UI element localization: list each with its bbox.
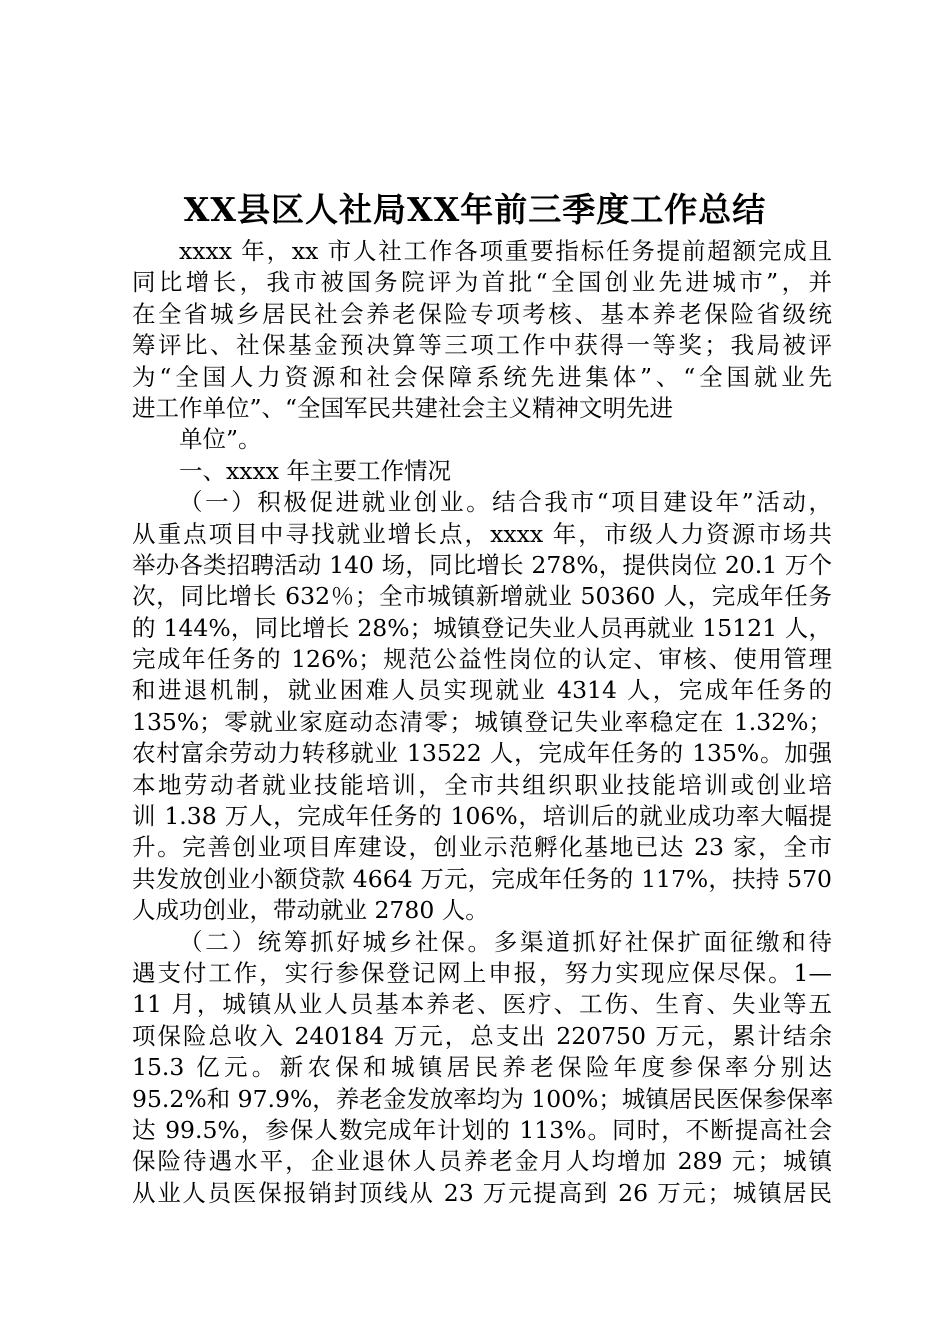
document-title: XX县区人社局XX年前三季度工作总结 <box>183 190 767 229</box>
paragraph-line: 筹评比、社保基金预决算等三项工作中获得一等奖；我局被评 <box>132 331 832 360</box>
paragraph-line: 举办各类招聘活动 140 场，同比增长 278%，提供岗位 20.1 万个 <box>132 550 832 579</box>
paragraph-line: 次，同比增长 632％；全市城镇新增就业 50360 人，完成年任务 <box>132 582 832 611</box>
paragraph-line: 农村富余劳动力转移就业 13522 人，完成年任务的 135%。加强 <box>132 739 832 768</box>
paragraph-line: 人成功创业，带动就业 2780 人。 <box>132 896 489 925</box>
paragraph-line: 135%；零就业家庭动态清零；城镇登记失业率稳定在 1.32%； <box>132 707 832 736</box>
paragraph-line: 升。完善创业项目库建设，创业示范孵化基地已达 23 家，全市 <box>132 833 832 862</box>
section-heading: 一、xxxx 年主要工作情况 <box>179 456 451 485</box>
paragraph-line: （二）统筹抓好城乡社保。多渠道抓好社保扩面征缴和待 <box>179 927 832 956</box>
document-body <box>132 236 832 1209</box>
paragraph-line: 共发放创业小额贷款 4664 万元，完成年任务的 117%，扶持 570 <box>132 864 832 893</box>
paragraph-line: 单位”。 <box>179 425 262 454</box>
paragraph-line: 同比增长，我市被国务院评为首批“全国创业先进城市”，并 <box>132 268 832 297</box>
paragraph-line: 在全省城乡居民社会养老保险专项考核、基本养老保险省级统 <box>132 299 832 328</box>
paragraph-line: 项保险总收入 240184 万元，总支出 220750 万元，累计结余 <box>132 1021 832 1050</box>
paragraph-line: 保险待遇水平，企业退休人员养老金月人均增加 289 元；城镇 <box>132 1147 832 1176</box>
paragraph-line: 遇支付工作，实行参保登记网上申报，努力实现应保尽保。1— <box>132 958 832 987</box>
paragraph-line: 11 月，城镇从业人员基本养老、医疗、工伤、生育、失业等五 <box>132 990 832 1019</box>
paragraph-line: （一）积极促进就业创业。结合我市“项目建设年”活动， <box>179 488 832 517</box>
paragraph-line: 为“全国人力资源和社会保障系统先进集体”、“全国就业先 <box>132 362 832 391</box>
paragraph-line: xxxx 年，xx 市人社工作各项重要指标任务提前超额完成且 <box>179 237 832 265</box>
paragraph-line: 进工作单位”、“全国军民共建社会主义精神文明先进 <box>132 393 674 422</box>
paragraph-line: 本地劳动者就业技能培训，全市共组织职业技能培训或创业培 <box>132 770 832 799</box>
paragraph-line: 95.2%和 97.9%，养老金发放率均为 100%；城镇居民医保参保率 <box>132 1084 834 1113</box>
paragraph-line: 的 144%，同比增长 28%；城镇登记失业人员再就业 15121 人， <box>132 613 832 642</box>
paragraph-line: 15.3 亿元。新农保和城镇居民养老保险年度参保率分别达 <box>132 1053 832 1082</box>
paragraph-line: 训 1.38 万人，完成年任务的 106%，培训后的就业成功率大幅提 <box>132 802 832 831</box>
paragraph-line: 和进退机制，就业困难人员实现就业 4314 人，完成年任务的 <box>132 676 832 705</box>
paragraph-line: 从重点项目中寻找就业增长点，xxxx 年，市级人力资源市场共 <box>132 519 832 548</box>
paragraph-line: 完成年任务的 126%；规范公益性岗位的认定、审核、使用管理 <box>132 645 832 674</box>
paragraph-line: 达 99.5%，参保人数完成年计划的 113%。同时，不断提高社会 <box>132 1115 832 1144</box>
paragraph-line: 从业人员医保报销封顶线从 23 万元提高到 26 万元；城镇居民 <box>132 1178 832 1207</box>
